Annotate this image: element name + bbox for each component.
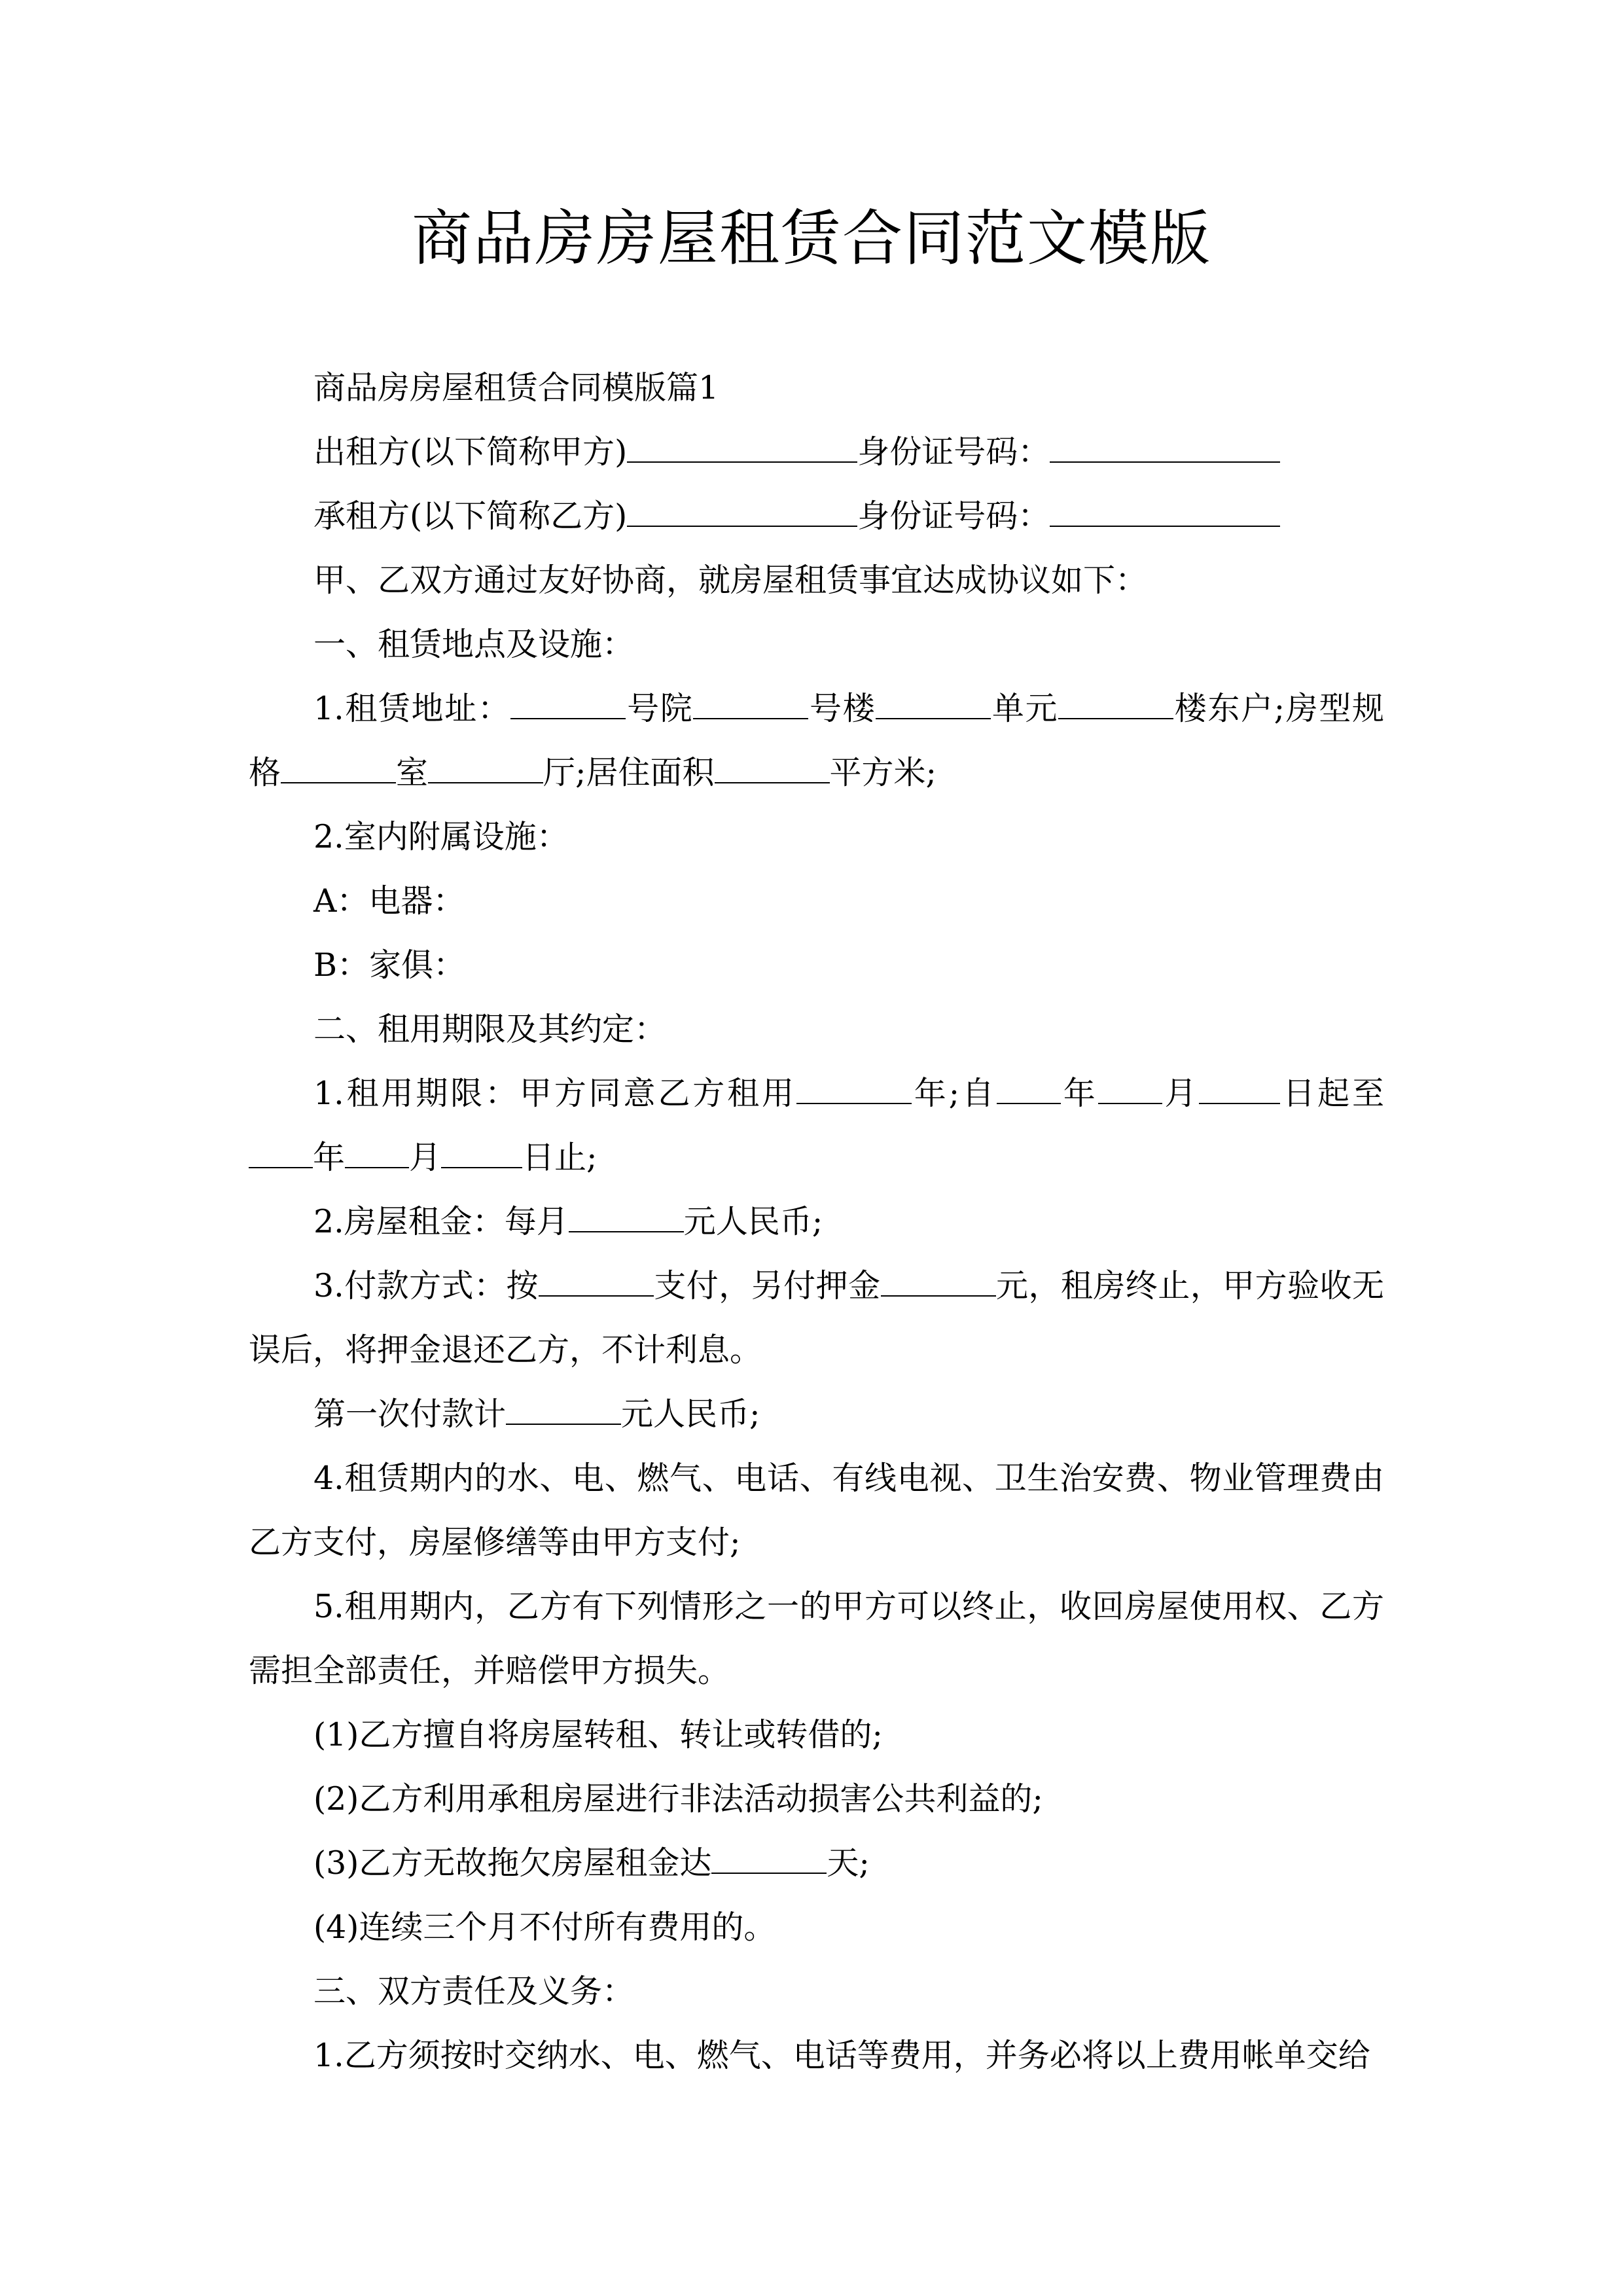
text: 元人民币; <box>621 1395 760 1433</box>
text: 元，租房终止，甲方验收无误后，将押金退还乙方，不计利息。 <box>249 1267 1384 1369</box>
section2-item1 <box>249 1062 1384 1190</box>
first-payment <box>249 1382 1384 1446</box>
text: 月 <box>409 1139 442 1176</box>
lessor-id-label: 身份证号码： <box>857 433 1050 471</box>
section1-heading: 一、租赁地点及设施： <box>313 626 635 663</box>
lessee-name-blank[interactable] <box>627 499 857 527</box>
section2-item5: 5.租用期内，乙方有下列情形之一的甲方可以终止，收回房屋使用权、乙方需担全部责任，并赔偿甲方损失。 <box>249 1588 1384 1689</box>
text: 月 <box>1162 1075 1200 1112</box>
start-month-blank[interactable] <box>1098 1077 1162 1104</box>
section2-item3 <box>249 1254 1384 1382</box>
section3-heading: 三、双方责任及义务： <box>313 1973 635 2010</box>
appliances: A：电器： <box>313 882 465 920</box>
text: 厅;居住面积 <box>543 754 715 791</box>
case-3 <box>249 1831 1384 1895</box>
text: 日止; <box>522 1139 597 1176</box>
term-years-blank[interactable] <box>796 1077 912 1104</box>
text: 支付，另付押金 <box>653 1267 881 1304</box>
lessor-label: 出租方(以下简称甲方) <box>313 433 628 471</box>
case-2: (2)乙方利用承租房屋进行非法活动损害公共利益的; <box>313 1780 1043 1818</box>
end-year-blank[interactable] <box>249 1141 313 1168</box>
text: 室 <box>396 754 429 791</box>
lessee-line <box>249 484 1384 548</box>
text: 年 <box>1060 1075 1098 1112</box>
arrears-days-blank[interactable] <box>711 1846 827 1874</box>
start-day-blank[interactable] <box>1199 1077 1280 1104</box>
section2-item4: 4.租赁期内的水、电、燃气、电话、有线电视、卫生治安费、物业管理费由乙方支付，房屋修缮等由甲方支付; <box>249 1460 1384 1561</box>
payment-label: 3.付款方式：按 <box>313 1267 539 1304</box>
unit-blank[interactable] <box>876 692 991 719</box>
section1-item1 <box>249 677 1384 805</box>
first-payment-blank[interactable] <box>506 1397 621 1425</box>
document-title: 商品房房屋租赁合同范文模版 <box>411 204 1211 274</box>
text: (3)乙方无故拖欠房屋租金达 <box>313 1844 712 1882</box>
case-4: (4)连续三个月不付所有费用的。 <box>313 1909 776 1946</box>
text: 日起至 <box>1280 1075 1384 1112</box>
text: 元人民币; <box>683 1203 823 1240</box>
text: 年;自 <box>911 1075 997 1112</box>
section3-item1: 1.乙方须按时交纳水、电、燃气、电话等费用，并务必将以上费用帐单交给 <box>313 2037 1370 2074</box>
courtyard-blank[interactable] <box>510 692 626 719</box>
payment-method-blank[interactable] <box>539 1269 654 1297</box>
lessor-id-blank[interactable] <box>1050 435 1280 463</box>
section2-heading: 二、租用期限及其约定： <box>313 1011 667 1048</box>
term-label: 1.租用期限：甲方同意乙方租用 <box>313 1075 796 1112</box>
lessee-label: 承租方(以下简称乙方) <box>313 497 628 535</box>
furniture: B：家俱： <box>313 946 466 984</box>
first-payment-label: 第一次付款计 <box>313 1395 507 1433</box>
subtitle: 商品房房屋租赁合同模版篇1 <box>313 369 719 406</box>
lessor-name-blank[interactable] <box>627 435 857 463</box>
end-month-blank[interactable] <box>345 1141 409 1168</box>
text: 平方米; <box>829 754 937 791</box>
start-year-blank[interactable] <box>997 1077 1061 1104</box>
halls-blank[interactable] <box>428 756 543 783</box>
rent-blank[interactable] <box>569 1205 684 1232</box>
end-day-blank[interactable] <box>441 1141 522 1168</box>
text: 号楼 <box>808 690 876 727</box>
floor-blank[interactable] <box>1058 692 1173 719</box>
rent-label: 2.房屋租金：每月 <box>313 1203 569 1240</box>
document-body <box>249 356 1384 2088</box>
rooms-blank[interactable] <box>281 756 396 783</box>
lessor-line <box>249 420 1384 484</box>
text: 天; <box>827 1844 870 1882</box>
address-label: 1.租赁地址： <box>313 690 511 727</box>
deposit-blank[interactable] <box>881 1269 996 1297</box>
section1-item2: 2.室内附属设施： <box>313 818 569 855</box>
building-blank[interactable] <box>693 692 808 719</box>
intro: 甲、乙双方通过友好协商，就房屋租赁事宜达成协议如下： <box>313 562 1148 599</box>
area-blank[interactable] <box>715 756 830 783</box>
text: 号院 <box>626 690 694 727</box>
text: 楼东户;房型规格 <box>249 690 1384 791</box>
section2-item2 <box>249 1190 1384 1254</box>
lessee-id-blank[interactable] <box>1050 499 1280 527</box>
lessee-id-label: 身份证号码： <box>857 497 1050 535</box>
case-1: (1)乙方擅自将房屋转租、转让或转借的; <box>313 1716 883 1753</box>
text: 年 <box>313 1139 346 1176</box>
text: 单元 <box>991 690 1059 727</box>
